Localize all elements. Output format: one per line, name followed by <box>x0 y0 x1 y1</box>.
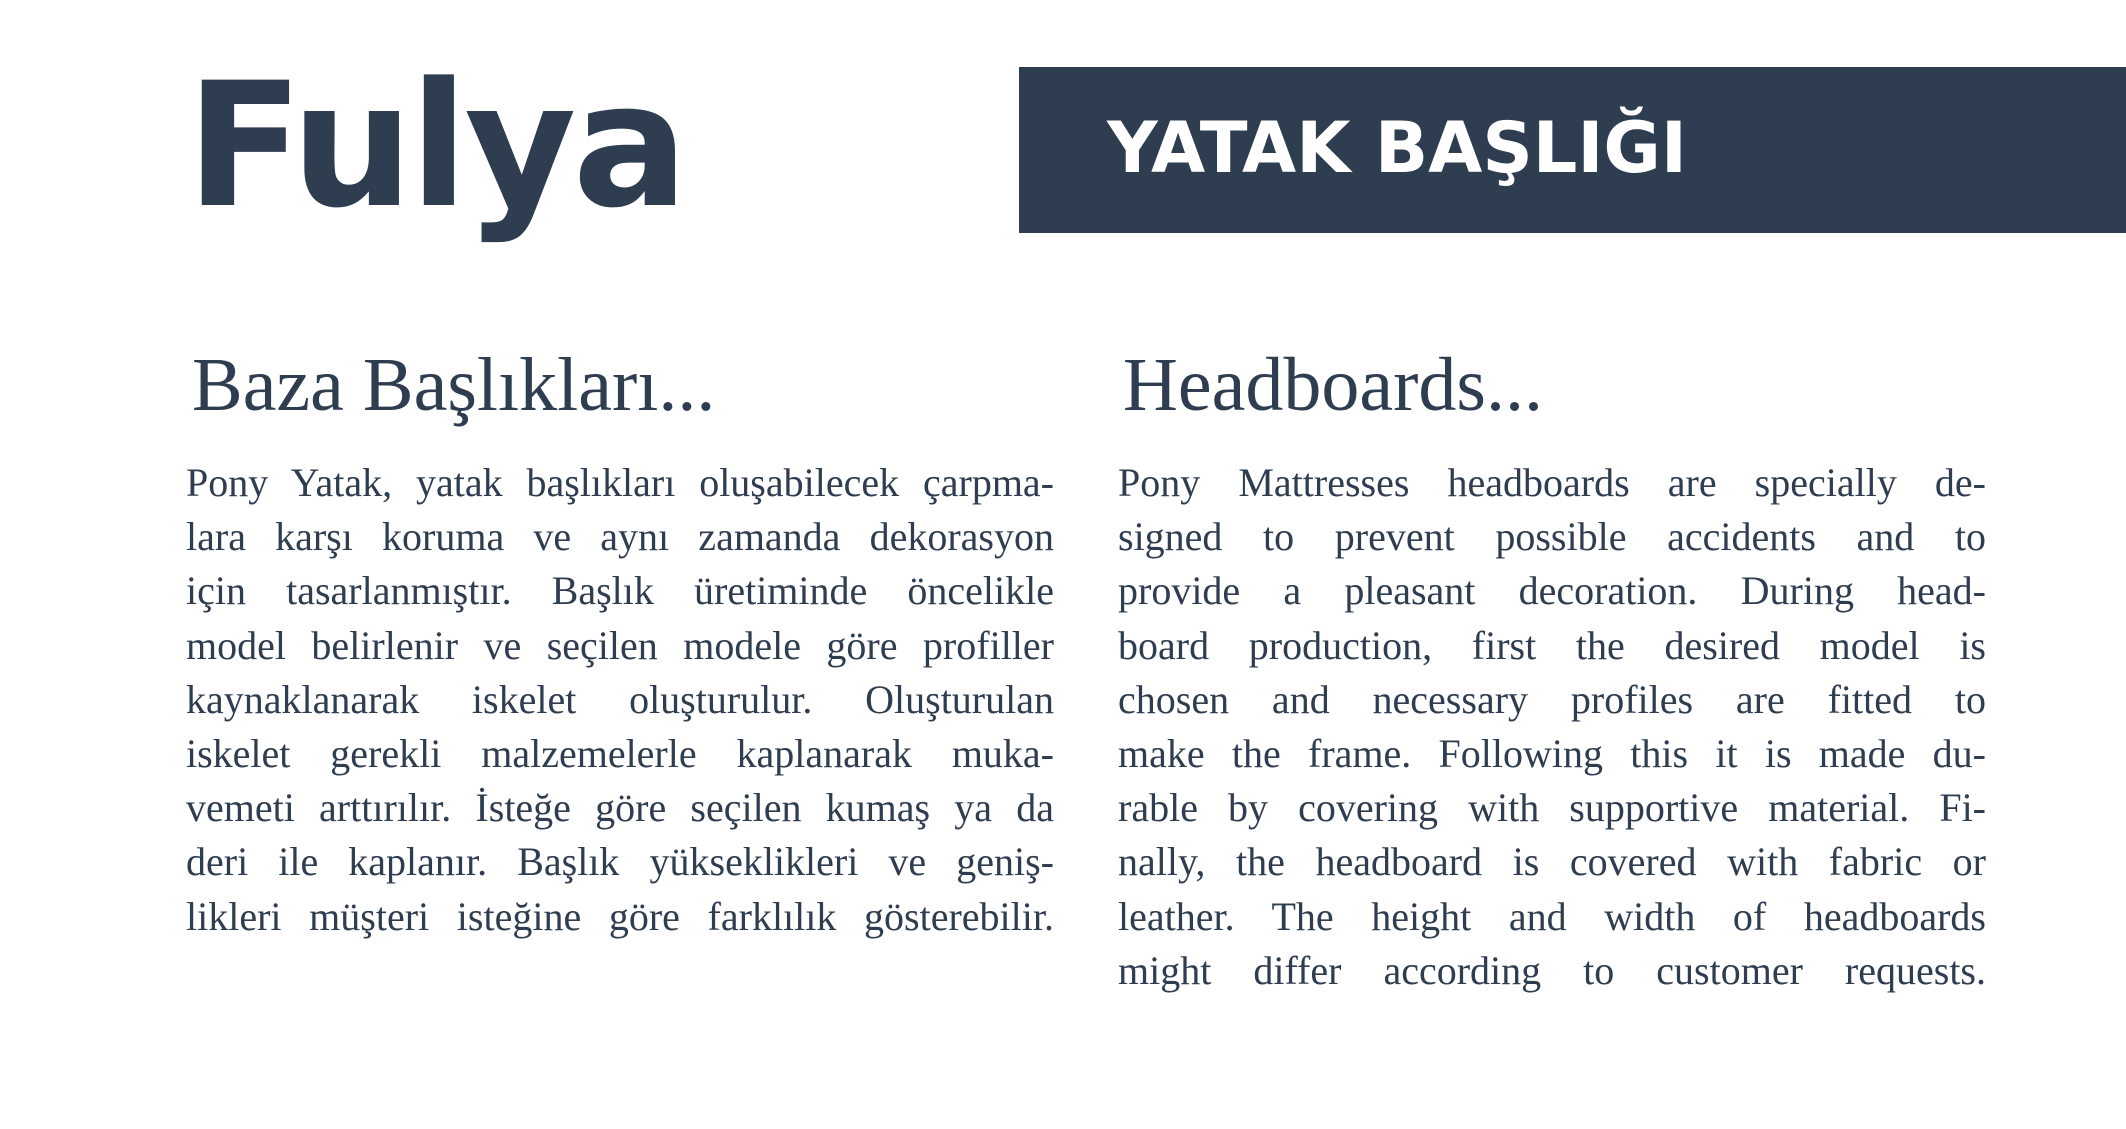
category-banner-label: YATAK BAŞLIĞI <box>1107 107 1687 189</box>
turkish-line: model belirlenir ve seçilen modele göre profiller <box>186 622 1054 668</box>
turkish-line: likleri müşteri isteğine göre farklılık gösterebilir. <box>186 893 1054 939</box>
category-banner <box>1019 67 2126 233</box>
english-line: chosen and necessary profiles are fitted to <box>1118 676 1986 722</box>
english-paragraph <box>1118 456 1986 998</box>
english-line: leather. The height and width of headboards <box>1118 893 1986 939</box>
english-heading: Headboards... <box>1123 343 1543 427</box>
turkish-line: lara karşı koruma ve aynı zamanda dekorasyon <box>186 514 1054 560</box>
english-section <box>1118 340 1986 998</box>
turkish-line: Pony Yatak, yatak başlıkları oluşabilecek çarpma- <box>186 460 1054 505</box>
turkish-paragraph <box>186 456 1054 944</box>
english-line: signed to prevent possible accidents and to <box>1118 514 1986 560</box>
english-line: board production, first the desired model is <box>1118 622 1986 668</box>
turkish-line: kaynaklanarak iskelet oluşturulur. Oluşturulan <box>186 676 1054 722</box>
turkish-section <box>186 340 1054 944</box>
brand-title: Fulya <box>186 45 685 246</box>
turkish-line: iskelet gerekli malzemelerle kaplanarak muka- <box>186 731 1054 777</box>
turkish-line: için tasarlanmıştır. Başlık üretiminde öncelikle <box>186 568 1054 614</box>
turkish-line: vemeti arttırılır. İsteğe göre seçilen kumaş ya da <box>186 785 1054 831</box>
english-line: make the frame. Following this it is made du- <box>1118 731 1986 777</box>
english-line: provide a pleasant decoration. During head- <box>1118 568 1986 614</box>
english-line: Pony Mattresses headboards are specially de- <box>1118 460 1986 505</box>
turkish-line: deri ile kaplanır. Başlık yükseklikleri ve geniş- <box>186 839 1054 885</box>
english-line: nally, the headboard is covered with fabric or <box>1118 839 1986 885</box>
english-line: rable by covering with supportive material. Fi- <box>1118 785 1986 831</box>
english-line: might differ according to customer requests. <box>1118 947 1986 993</box>
turkish-heading: Baza Başlıkları... <box>192 343 716 427</box>
